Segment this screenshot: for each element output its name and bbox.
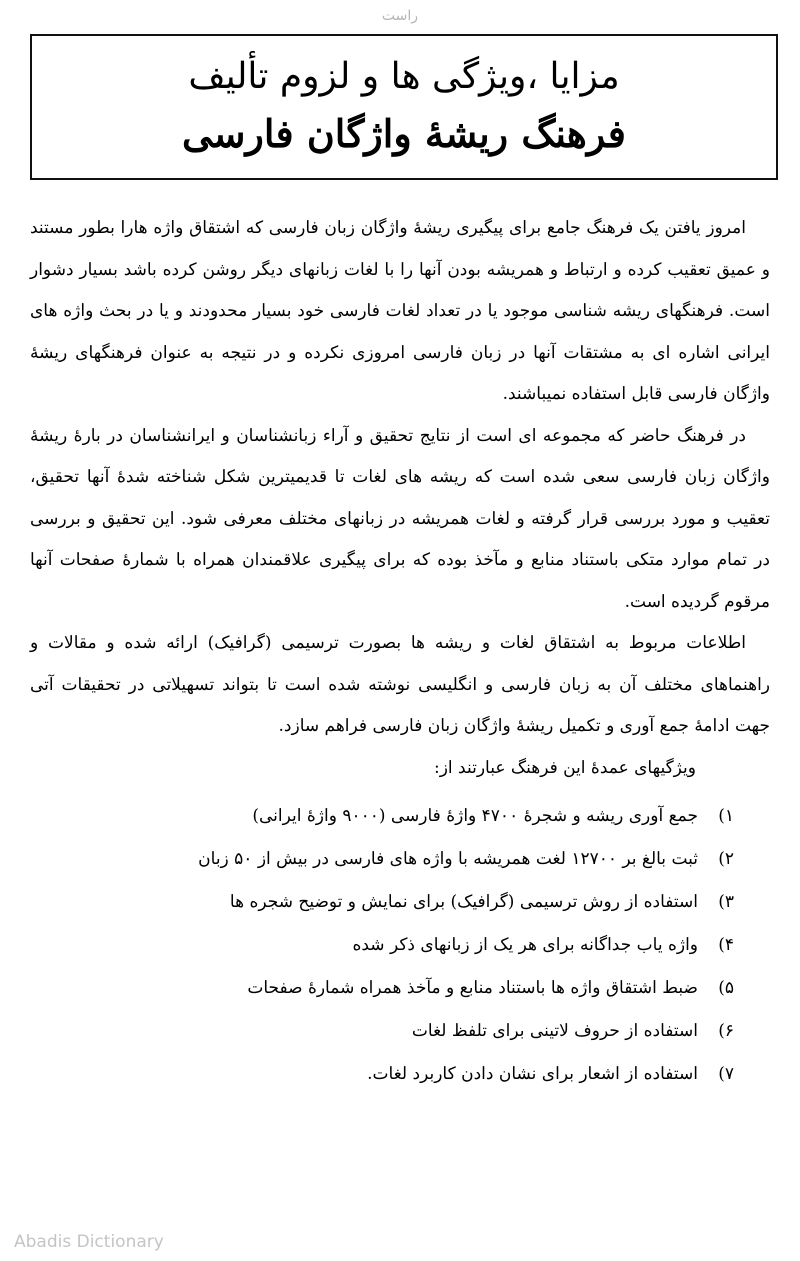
feature-text: واژه یاب جداگانه برای هر یک از زبانهای ذکر شده xyxy=(352,935,698,955)
feature-number: ۴) xyxy=(718,935,734,955)
feature-text: ضبط اشتقاق واژه ها باستناد منابع و مآخذ همراه شمارۀ صفحات xyxy=(247,978,698,998)
feature-number: ۲) xyxy=(718,849,734,869)
feature-number: ۱) xyxy=(718,806,734,826)
feature-text: ثبت بالغ بر ۱۲۷۰۰ لغت همریشه با واژه های فارسی در بیش از ۵۰ زبان xyxy=(198,849,698,869)
paragraph-intro: امروز یافتن یک فرهنگ جامع برای پیگیری ریشۀ واژگان زبان فارسی که اشتقاق واژه هارا بطور مستند و عمیق تعقیب کرده و ارتباط و همریشه بودن آنها را با لغات زبانهای دیگر روشن کرده باشد بسیار دشوار است. فرهنگهای ریشه شناسی موجود یا در تعداد لغات فارسی خود بسیار محدودند و یا در بحث واژه های ایرانی اشاره ای به مشتقات آنها در زبان فارسی امروزی نکرده و در نتیجه به عنوان فرهنگهای ریشۀ واژگان فارسی قابل استفاده نمیباشند. xyxy=(30,218,770,404)
feature-item xyxy=(30,838,734,881)
feature-number: ۳) xyxy=(718,892,734,912)
feature-number: ۵) xyxy=(718,978,734,998)
watermark: Abadis Dictionary xyxy=(14,1232,164,1252)
title-heading: فرهنگ ریشۀ واژگان فارسی xyxy=(182,111,626,156)
feature-number: ۶) xyxy=(718,1021,734,1041)
title-subheading: مزایا ،ویژگی ها و لزوم تألیف xyxy=(188,56,620,97)
document-body xyxy=(30,208,770,1096)
feature-item xyxy=(30,881,734,924)
feature-text: جمع آوری ریشه و شجرۀ ۴۷۰۰ واژۀ فارسی (۹۰۰۰ واژۀ ایرانی) xyxy=(252,806,698,826)
title-box xyxy=(30,34,778,180)
feature-item xyxy=(30,795,734,838)
feature-text: استفاده از حروف لاتینی برای تلفظ لغات xyxy=(411,1021,698,1041)
page-header-label: راست xyxy=(381,8,419,24)
feature-text: استفاده از اشعار برای نشان دادن کاربرد لغات. xyxy=(367,1064,698,1084)
feature-text: استفاده از روش ترسیمی (گرافیک) برای نمایش و توضیح شجره ها xyxy=(229,892,698,912)
feature-item xyxy=(30,967,734,1010)
paragraph-research: در فرهنگ حاضر که مجموعه ای است از نتایج تحقیق و آراء زبانشناسان و ایرانشناسان در بارۀ ریشۀ واژگان زبان فارسی سعی شده است که ریشه های لغات تا قدیمیترین شکل شناخته شدۀ آنها تحقیق، تعقیب و مورد بررسی قرار گرفته و لغات همریشه در زبانهای مختلف معرفی شود. این تحقیق و بررسی در تمام موارد متکی باستناد منابع و مآخذ بوده که برای پیگیری علاقمندان همراه با شمارۀ صفحات آنها مرقوم گردیده است. xyxy=(30,425,770,612)
feature-item xyxy=(30,1010,734,1053)
feature-item xyxy=(30,1053,734,1096)
features-list xyxy=(30,795,770,1096)
features-intro: ویژگیهای عمدۀ این فرهنگ عبارتند از: xyxy=(433,757,696,778)
feature-number: ۷) xyxy=(718,1064,734,1084)
paragraph-graphics: اطلاعات مربوط به اشتقاق لغات و ریشه ها بصورت ترسیمی (گرافیک) ارائه شده و مقالات و راهنماهای مختلف آن به زبان فارسی و انگلیسی نوشته شده است تا بتواند تسهیلاتی در تحقیقات آتی جهت ادامۀ جمع آوری و تکمیل ریشۀ واژگان زبان فارسی فراهم سازد. xyxy=(30,633,770,736)
feature-item xyxy=(30,924,734,967)
